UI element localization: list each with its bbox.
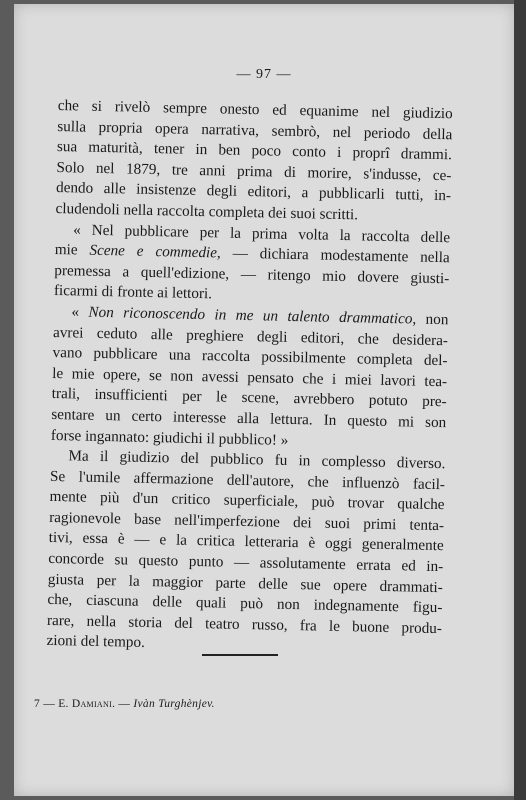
text-line: zioni del tempo. <box>46 632 146 652</box>
footer-title: Ivàn Turghènjev. <box>133 698 215 710</box>
text-line: « Nel pubblicare per la prima volta la raccolta delle <box>73 220 451 246</box>
text-line: che si rivelò sempre onesto ed equanime nel giudizio <box>57 96 453 123</box>
text-line: forse ingannato: giudichi il pubblico! » <box>50 426 289 449</box>
text-line: Ma il giudizio del pubblico fu in complesso diverso. <box>68 447 446 473</box>
text-line: tivi, essa è — e la critica letteraria è oggi generalmente <box>48 529 444 555</box>
text-line: ficarmi di fronte ai lettori. <box>53 282 213 303</box>
footer-author: E. Damiani <box>58 698 113 710</box>
text-line: sulla propria opera narrativa, sembrò, nel periodo della <box>57 117 453 143</box>
text-line: giusta per la maggior parte delle sue opere drammati- <box>47 570 443 596</box>
scan-edge-shadow <box>514 0 526 800</box>
section-divider <box>202 654 278 656</box>
text-line: cludendoli nella raccolta completa dei suoi scritti. <box>55 199 359 224</box>
text-line: « Non riconoscendo in me un talento drammatico, non <box>71 303 449 329</box>
text-line: ragionevole base nell'imperfezione dei suoi primi tenta- <box>48 508 445 535</box>
text-line: premessa a quell'edizione, — ritengo mio dovere giusti- <box>54 261 450 287</box>
text-line: trali, insufficienti per le scene, avrebbero potuto pre- <box>51 385 447 411</box>
text-line: Solo nel 1879, tre anni prima di morire, s'indusse, ce- <box>56 158 452 185</box>
text-line: rare, nella storia del teatro russo, fra le buone produ- <box>46 611 443 637</box>
text-line: sua maturità, tener in ben poco conto i proprî drammi. <box>56 138 453 164</box>
text-line: mie Scene e commedie, — dichiara modestamente nella <box>54 241 450 267</box>
text-line: sentare un certo interesse alla lettura. In questo mi son <box>51 405 447 432</box>
text-line: Se l'umile affermazione dell'autore, che influenzò facil- <box>49 467 446 493</box>
italic-quote: Non riconoscendo in me un talento drammatico <box>88 303 413 328</box>
text-line: avrei ceduto alle preghiere degli editori, che desidera- <box>52 323 449 349</box>
book-page <box>14 4 514 796</box>
text-line: concorde su questo punto — assolutamente errata ed in- <box>48 549 444 576</box>
page-number: — 97 — <box>236 67 292 82</box>
signature-footer <box>34 698 215 710</box>
text-line: le mie opere, se non avessi pensato che i miei lavori tea- <box>52 364 448 390</box>
italic-title: Scene e commedie <box>89 241 218 262</box>
text-line: che, ciascuna delle quali può non indegnamente figu- <box>47 591 443 617</box>
text-line: mente più d'un critico superficiale, può trovar qualche <box>49 488 445 514</box>
footer-separator: . — <box>112 698 134 710</box>
text-line: vano pubblicare una raccolta possibilmente completa del- <box>52 344 448 370</box>
signature-number: 7 — <box>34 698 59 710</box>
body-text <box>46 96 453 660</box>
text-line: dendo alle insistenze degli editori, a pubblicarli tutti, in- <box>55 179 452 205</box>
